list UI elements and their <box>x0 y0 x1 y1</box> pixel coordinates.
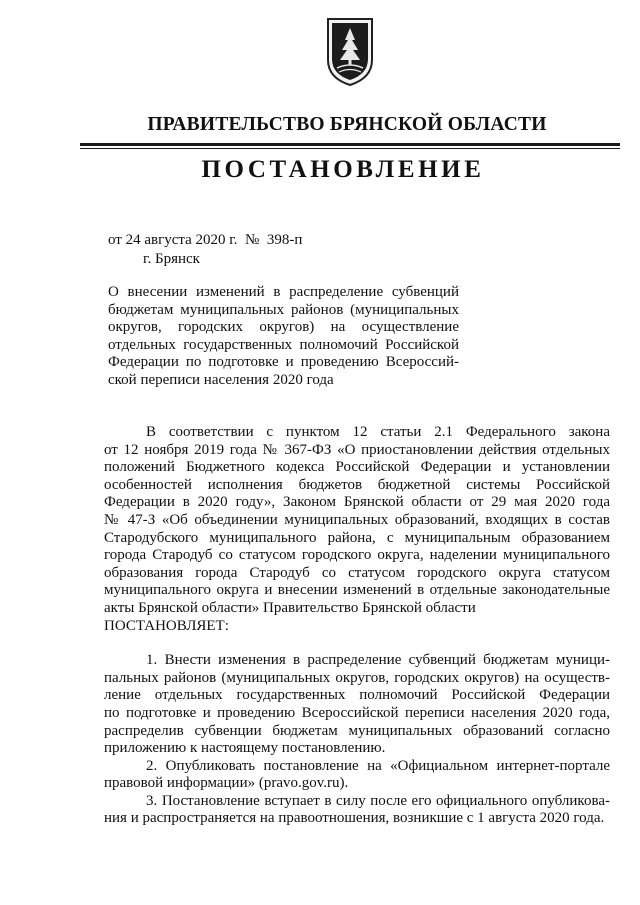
item2-line: правовой информации» (pravo.gov.ru). <box>104 775 349 792</box>
resolves-word: ПОСТАНОВЛЯЕТ: <box>104 617 229 634</box>
item1-line: 1. Внести изменения в распределение субвенций бюджетам муници- <box>146 652 610 669</box>
subject-line: бюджетам муниципальных районов (муниципальных <box>108 301 459 318</box>
subject-line: отдельных государственных полномочий Российской <box>108 336 459 353</box>
item1-line: распределив субвенции бюджетам муниципальных образований согласно <box>104 722 610 739</box>
preamble-line: особенностей исполнения бюджетов бюджетной системы Российской <box>104 476 610 493</box>
item1-line: пальных районов (муниципальных округов, городских округов) на осуществ- <box>104 669 610 686</box>
paragraph-gap <box>104 635 610 652</box>
preamble-line: Федерации в 2020 году», Законом Брянской области от 29 мая 2020 года <box>104 494 610 511</box>
header-rule-thick <box>80 143 620 146</box>
preamble-line: № 47-З «Об объединении муниципальных образований, входящих в состав <box>104 511 610 528</box>
preamble-line: В соответствии с пунктом 12 статьи 2.1 Федерального закона <box>146 424 610 440</box>
item3-line: 3. Постановление вступает в силу после его официального опубликова- <box>146 792 610 809</box>
subject-line: О внесении изменений в распределение субвенций <box>108 284 459 300</box>
preamble-line: положений Бюджетного кодекса Российской Федерации и установлении <box>104 459 610 476</box>
government-title: ПРАВИТЕЛЬСТВО БРЯНСКОЙ ОБЛАСТИ <box>147 114 547 135</box>
item1-line: по подготовке и проведению Всероссийской переписи населения 2020 года, <box>104 704 610 721</box>
document-body <box>104 424 610 828</box>
subject-line: Федерации по подготовке и проведению Всероссий- <box>108 354 459 371</box>
preamble-line: образования города Стародуб со статусом городского округа статусом <box>104 564 610 581</box>
document-type: ПОСТАНОВЛЕНИЕ <box>201 156 485 183</box>
item3-line: ния и распространяется на правоотношения, возникшие с 1 августа 2020 года. <box>104 810 605 827</box>
subject-line: округов, городских округов) на осуществление <box>108 319 459 336</box>
date-number-line: от 24 августа 2020 г. № 398-п <box>108 232 303 248</box>
preamble-line: муниципального округа и внесении изменений в отдельные законодательные <box>104 582 610 599</box>
header-rule-thin <box>80 148 620 149</box>
preamble-line: от 12 ноября 2019 года № 367-ФЗ «О приостановлении действия отдельных <box>104 441 610 458</box>
item2-line: 2. Опубликовать постановление на «Официальном интернет-портале <box>146 757 610 774</box>
preamble-line: Стародубского муниципального района, с муниципальным образованием <box>104 529 610 546</box>
preamble-line: акты Брянской области» Правительство Брянской области <box>104 599 476 616</box>
item1-line: ление отдельных государственных полномочий Российской Федерации <box>104 687 610 704</box>
city-line: г. Брянск <box>143 251 200 267</box>
preamble-line: города Стародуб со статусом городского округа, наделении муниципального <box>104 547 610 564</box>
subject-line: ской переписи населения 2020 года <box>108 371 334 388</box>
item1-line: приложению к настоящему постановлению. <box>104 740 386 757</box>
coat-of-arms-emblem <box>325 16 375 88</box>
document-subject <box>108 284 459 390</box>
